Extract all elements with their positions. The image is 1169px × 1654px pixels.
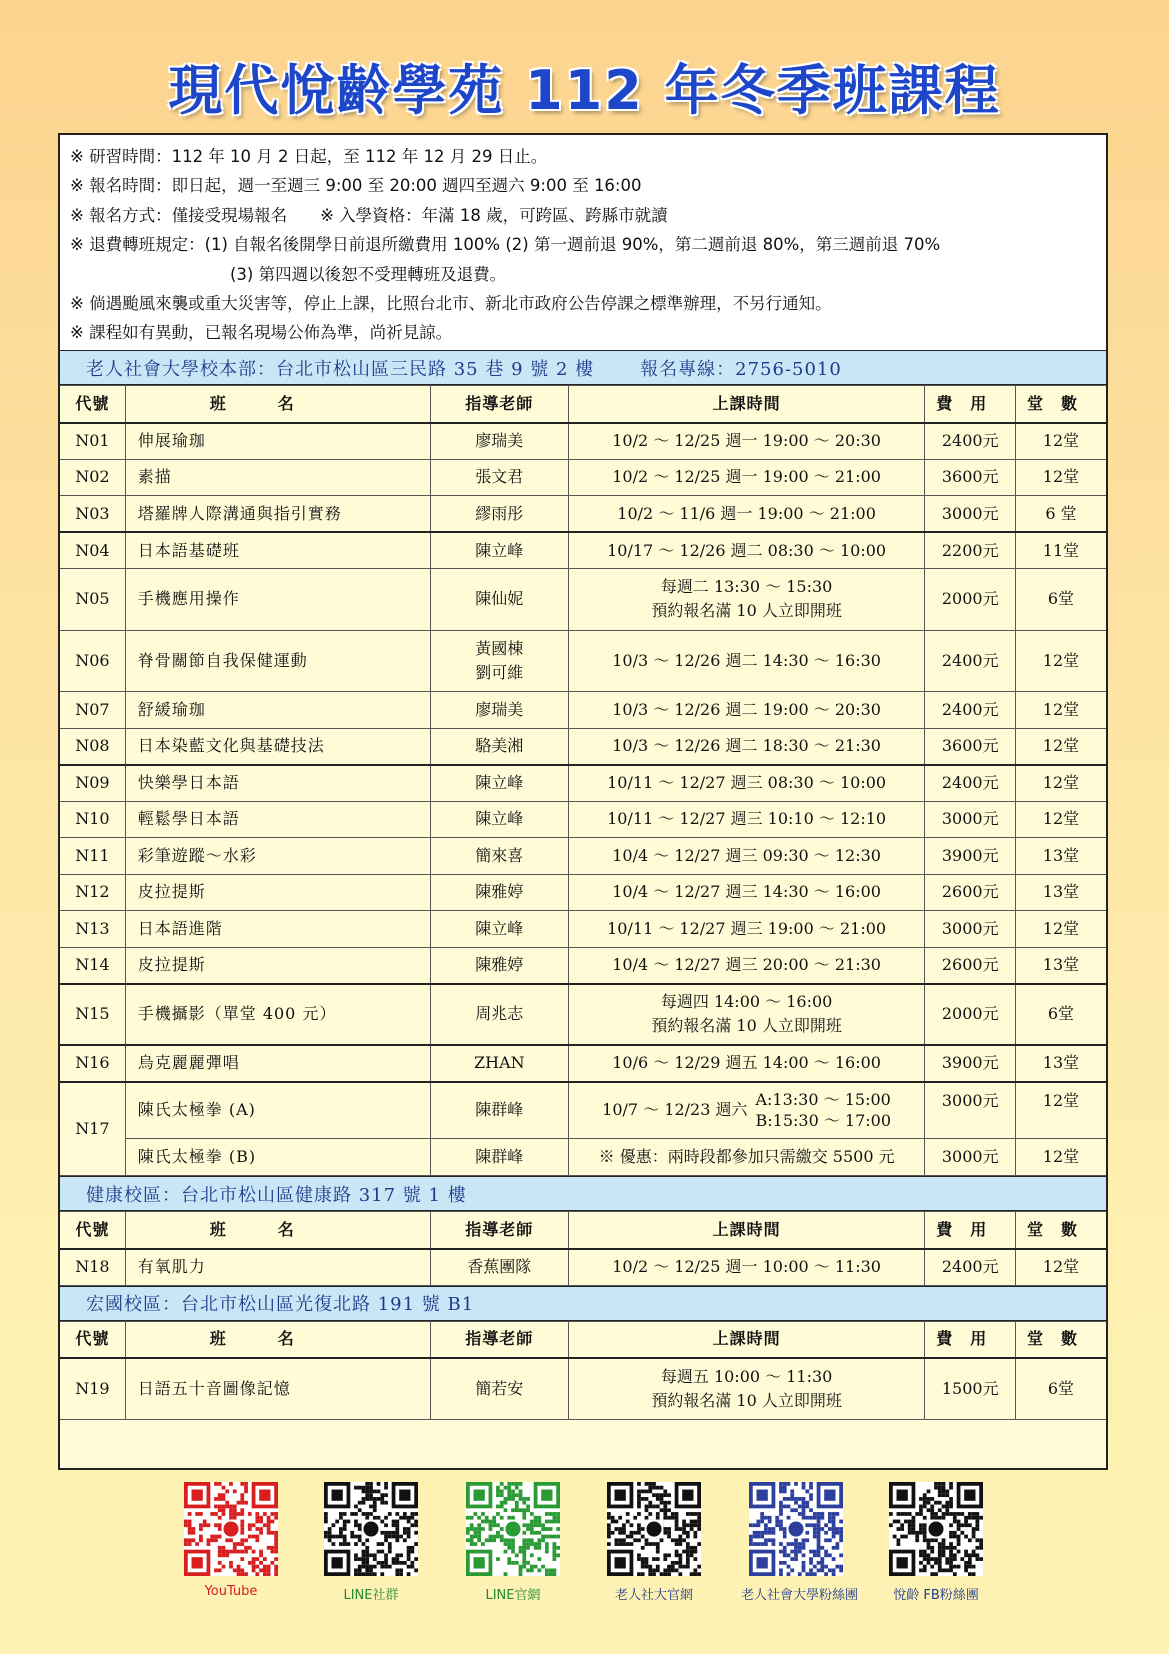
course-count: 12堂	[1015, 1249, 1106, 1286]
course-code: N17	[60, 1082, 125, 1176]
course-name: 脊骨關節自我保健運動	[125, 630, 430, 692]
course-teacher: 簡若安	[430, 1358, 568, 1420]
course-code: N06	[60, 630, 125, 692]
course-name: 伸展瑜珈	[125, 423, 430, 460]
course-name: 有氧肌力	[125, 1249, 430, 1286]
course-fee: 2400元	[925, 692, 1015, 729]
course-count: 6堂	[1015, 1358, 1106, 1420]
table-row	[60, 423, 1106, 460]
header-name: 班名	[125, 1212, 430, 1249]
course-teacher: 陳雅婷	[430, 947, 568, 984]
header-fee: 費用	[925, 1321, 1015, 1358]
course-count: 12堂	[1015, 911, 1106, 948]
course-fee: 2600元	[925, 874, 1015, 911]
course-time: 10/3 ～ 12/26 週二 18:30 ～ 21:30	[568, 728, 925, 765]
course-fee: 2000元	[925, 569, 1015, 631]
course-name: 烏克麗麗彈唱	[125, 1045, 430, 1082]
note-changes: ※ 課程如有異動，已報名現場公佈為準，尚祈見諒。	[70, 323, 453, 343]
course-count: 12堂	[1015, 801, 1106, 838]
course-time: 10/2 ～ 12/25 週一 19:00 ～ 20:30	[568, 423, 925, 460]
course-count: 12堂	[1015, 765, 1106, 802]
course-code: N16	[60, 1045, 125, 1082]
course-count: 12堂	[1015, 728, 1106, 765]
section-hongguo-campus	[60, 1286, 1106, 1321]
course-name: 皮拉提斯	[125, 874, 430, 911]
header-fee: 費用	[925, 386, 1015, 423]
course-code: N11	[60, 838, 125, 875]
official-site-qr-icon	[607, 1482, 701, 1576]
facebook-qr-icon	[749, 1482, 843, 1576]
course-time: 每週四 14:00 ～ 16:00 預約報名滿 10 人立即開班	[568, 984, 925, 1046]
course-teacher: 陳立峰	[430, 911, 568, 948]
course-fee: 3000元	[925, 1082, 1015, 1139]
table-row	[60, 911, 1106, 948]
course-name: 手機應用操作	[125, 569, 430, 631]
course-code: N02	[60, 459, 125, 496]
course-sheet	[58, 133, 1108, 1470]
table-row	[60, 947, 1106, 984]
course-time: 10/4 ～ 12/27 週三 14:30 ～ 16:00	[568, 874, 925, 911]
course-code: N03	[60, 496, 125, 533]
course-fee: 3600元	[925, 459, 1015, 496]
table-row	[60, 1358, 1106, 1420]
header-name: 班名	[125, 386, 430, 423]
notes-panel	[60, 135, 1106, 351]
header-teacher: 指導老師	[430, 1321, 568, 1358]
course-code: N14	[60, 947, 125, 984]
course-count: 12堂	[1015, 1139, 1106, 1176]
course-time: 10/11 ～ 12/27 週三 08:30 ～ 10:00	[568, 765, 925, 802]
course-time: 10/4 ～ 12/27 週三 20:00 ～ 21:30	[568, 947, 925, 984]
course-time: 每週五 10:00 ～ 11:30 預約報名滿 10 人立即開班	[568, 1358, 925, 1420]
course-count: 12堂	[1015, 630, 1106, 692]
course-fee: 3600元	[925, 728, 1015, 765]
course-teacher: 張文君	[430, 459, 568, 496]
section-health-campus	[60, 1176, 1106, 1211]
course-time: 10/17 ～ 12/26 週二 08:30 ～ 10:00	[568, 532, 925, 569]
line-official-qr-icon	[466, 1482, 560, 1576]
course-name: 陳氏太極拳 (B)	[125, 1139, 430, 1176]
qr-fb-university[interactable]	[741, 1482, 859, 1603]
table-header	[60, 1212, 1106, 1249]
course-time: 10/2 ～ 12/25 週一 10:00 ～ 11:30	[568, 1249, 925, 1286]
qr-fb-yueling[interactable]	[881, 1482, 991, 1603]
qr-label: LINE官網	[485, 1588, 541, 1603]
section-title: 老人社會大學校本部：台北市松山區三民路 35 巷 9 號 2 樓	[86, 358, 595, 380]
table-row	[60, 984, 1106, 1046]
header-count: 堂數	[1015, 1212, 1106, 1249]
table-row	[60, 569, 1106, 631]
section-title: 宏國校區：台北市松山區光復北路 191 號 B1	[86, 1294, 475, 1315]
header-code: 代號	[60, 1212, 125, 1249]
course-teacher: 簡來喜	[430, 838, 568, 875]
header-count: 堂數	[1015, 1321, 1106, 1358]
course-teacher: 陳仙妮	[430, 569, 568, 631]
course-name: 快樂學日本語	[125, 765, 430, 802]
course-name: 日本語基礎班	[125, 532, 430, 569]
course-name: 素描	[125, 459, 430, 496]
qr-official-site[interactable]	[599, 1482, 709, 1603]
course-name: 皮拉提斯	[125, 947, 430, 984]
course-fee: 3900元	[925, 838, 1015, 875]
course-fee: 3900元	[925, 1045, 1015, 1082]
header-name: 班名	[125, 1321, 430, 1358]
course-count: 11堂	[1015, 532, 1106, 569]
course-name: 輕鬆學日本語	[125, 801, 430, 838]
course-time: 10/7 ～ 12/23 週六 A:13:30 ～ 15:00 B:15:30 ～ 17:00	[568, 1082, 925, 1139]
course-time: 10/6 ～ 12/29 週五 14:00 ～ 16:00	[568, 1045, 925, 1082]
course-table-main	[60, 385, 1106, 1176]
course-time: 10/3 ～ 12/26 週二 19:00 ～ 20:30	[568, 692, 925, 729]
course-fee: 2600元	[925, 947, 1015, 984]
qr-line-official[interactable]	[458, 1482, 568, 1603]
course-name: 日語五十音圖像記憶	[125, 1358, 430, 1420]
course-teacher: 廖瑞美	[430, 423, 568, 460]
note-refund-policy-cont: (3) 第四週以後恕不受理轉班及退費。	[230, 264, 507, 284]
course-teacher: 繆雨彤	[430, 496, 568, 533]
course-name: 舒緩瑜珈	[125, 692, 430, 729]
header-teacher: 指導老師	[430, 1212, 568, 1249]
table-row	[60, 496, 1106, 533]
table-row	[60, 630, 1106, 692]
course-count: 6堂	[1015, 984, 1106, 1046]
course-teacher: 駱美湘	[430, 728, 568, 765]
course-count: 12堂	[1015, 459, 1106, 496]
table-row	[60, 1045, 1106, 1082]
course-teacher: 陳群峰	[430, 1082, 568, 1139]
course-code: N01	[60, 423, 125, 460]
course-table-hongguo	[60, 1321, 1106, 1421]
note-study-period: ※ 研習時間：112 年 10 月 2 日起，至 112 年 12 月 29 日止。	[70, 147, 548, 166]
course-code: N18	[60, 1249, 125, 1286]
note-registration-hours: ※ 報名時間：即日起，週一至週三 9:00 至 20:00 週四至週六 9:00 至 16:00	[70, 176, 642, 196]
course-teacher: 陳立峰	[430, 532, 568, 569]
qr-label: 老人社會大學粉絲團	[741, 1588, 859, 1603]
course-table-health	[60, 1211, 1106, 1286]
table-row	[60, 765, 1106, 802]
note-refund-policy: ※ 退費轉班規定：(1) 自報名後開學日前退所繳費用 100% (2) 第一週前退 90%，第二週前退 80%，第三週前退 70%	[70, 235, 941, 255]
table-row	[60, 1249, 1106, 1286]
course-count: 13堂	[1015, 874, 1106, 911]
header-code: 代號	[60, 1321, 125, 1358]
course-teacher: 香蕉團隊	[430, 1249, 568, 1286]
course-teacher: 陳立峰	[430, 765, 568, 802]
line-community-qr-icon	[324, 1482, 418, 1576]
qr-label: YouTube	[204, 1584, 258, 1599]
facebook-qr-icon	[889, 1482, 983, 1576]
table-row	[60, 728, 1106, 765]
qr-label: LINE社群	[343, 1588, 399, 1603]
course-count: 12堂	[1015, 423, 1106, 460]
header-count: 堂數	[1015, 386, 1106, 423]
course-teacher: 周兆志	[430, 984, 568, 1046]
course-time: 10/4 ～ 12/27 週三 09:30 ～ 12:30	[568, 838, 925, 875]
course-teacher: ZHAN	[430, 1045, 568, 1082]
course-count: 6 堂	[1015, 496, 1106, 533]
course-name: 塔羅牌人際溝通與指引實務	[125, 496, 430, 533]
course-fee: 1500元	[925, 1358, 1015, 1420]
course-teacher: 陳雅婷	[430, 874, 568, 911]
course-count: 12堂	[1015, 692, 1106, 729]
table-row	[60, 838, 1106, 875]
header-time: 上課時間	[568, 1321, 925, 1358]
course-code: N05	[60, 569, 125, 631]
course-name: 手機攝影（單堂 400 元）	[125, 984, 430, 1046]
course-name: 日本語進階	[125, 911, 430, 948]
course-code: N07	[60, 692, 125, 729]
course-code: N04	[60, 532, 125, 569]
course-count: 13堂	[1015, 1045, 1106, 1082]
course-teacher: 陳群峰	[430, 1139, 568, 1176]
table-row	[60, 1082, 1106, 1139]
table-row	[60, 692, 1106, 729]
course-count: 6堂	[1015, 569, 1106, 631]
section-title: 健康校區：台北市松山區健康路 317 號 1 樓	[86, 1184, 467, 1206]
course-discount-note: ※ 優惠：兩時段都參加只需繳交 5500 元	[568, 1139, 925, 1176]
qr-label: 悅齡 FB粉絲團	[893, 1588, 979, 1603]
course-code: N19	[60, 1358, 125, 1420]
table-row	[60, 459, 1106, 496]
youtube-qr-icon	[184, 1482, 278, 1576]
header-time: 上課時間	[568, 1212, 925, 1249]
course-fee: 2400元	[925, 630, 1015, 692]
qr-youtube[interactable]	[176, 1482, 286, 1599]
course-fee: 3000元	[925, 801, 1015, 838]
table-row	[60, 801, 1106, 838]
header-code: 代號	[60, 386, 125, 423]
course-fee: 2400元	[925, 765, 1015, 802]
course-fee: 2000元	[925, 984, 1015, 1046]
course-time: 10/2 ～ 12/25 週一 19:00 ～ 21:00	[568, 459, 925, 496]
table-row	[60, 1139, 1106, 1176]
course-teacher: 黃國棟 劉可維	[430, 630, 568, 692]
course-fee: 3000元	[925, 496, 1015, 533]
course-code: N09	[60, 765, 125, 802]
header-time: 上課時間	[568, 386, 925, 423]
course-name: 日本染藍文化與基礎技法	[125, 728, 430, 765]
course-name: 陳氏太極拳 (A)	[125, 1082, 430, 1139]
course-code: N13	[60, 911, 125, 948]
page-title: 現代悅齡學苑 112 年冬季班課程	[168, 59, 1001, 122]
table-row	[60, 532, 1106, 569]
course-code: N15	[60, 984, 125, 1046]
course-time: 10/2 ～ 11/6 週一 19:00 ～ 21:00	[568, 496, 925, 533]
course-fee: 2400元	[925, 1249, 1015, 1286]
course-fee: 3000元	[925, 1139, 1015, 1176]
note-registration-method: ※ 報名方式：僅接受現場報名 ※ 入學資格：年滿 18 歲，可跨區、跨縣市就讀	[70, 205, 668, 225]
course-count: 13堂	[1015, 838, 1106, 875]
header-fee: 費用	[925, 1212, 1015, 1249]
course-count: 12堂	[1015, 1082, 1106, 1139]
qr-code-row	[0, 1482, 1169, 1632]
qr-line-community[interactable]	[316, 1482, 426, 1603]
section-main-campus	[60, 351, 1106, 385]
course-fee: 2200元	[925, 532, 1015, 569]
table-header	[60, 386, 1106, 423]
course-name: 彩筆遊蹤～水彩	[125, 838, 430, 875]
course-teacher: 廖瑞美	[430, 692, 568, 729]
course-code: N12	[60, 874, 125, 911]
course-time: 10/11 ～ 12/27 週三 10:10 ～ 12:10	[568, 801, 925, 838]
course-code: N08	[60, 728, 125, 765]
course-teacher: 陳立峰	[430, 801, 568, 838]
course-time: 每週二 13:30 ～ 15:30 預約報名滿 10 人立即開班	[568, 569, 925, 631]
table-header	[60, 1321, 1106, 1358]
note-typhoon: ※ 倘遇颱風來襲或重大災害等，停止上課，比照台北市、新北市政府公告停課之標準辦理，不另行通知。	[70, 293, 832, 313]
course-time: 10/3 ～ 12/26 週二 14:30 ～ 16:30	[568, 630, 925, 692]
course-code: N10	[60, 801, 125, 838]
hotline: 報名專線：2756-5010	[640, 358, 842, 380]
course-time: 10/11 ～ 12/27 週三 19:00 ～ 21:00	[568, 911, 925, 948]
table-row	[60, 874, 1106, 911]
course-count: 13堂	[1015, 947, 1106, 984]
course-fee: 3000元	[925, 911, 1015, 948]
course-fee: 2400元	[925, 423, 1015, 460]
qr-label: 老人社大官網	[614, 1588, 693, 1603]
header-teacher: 指導老師	[430, 386, 568, 423]
